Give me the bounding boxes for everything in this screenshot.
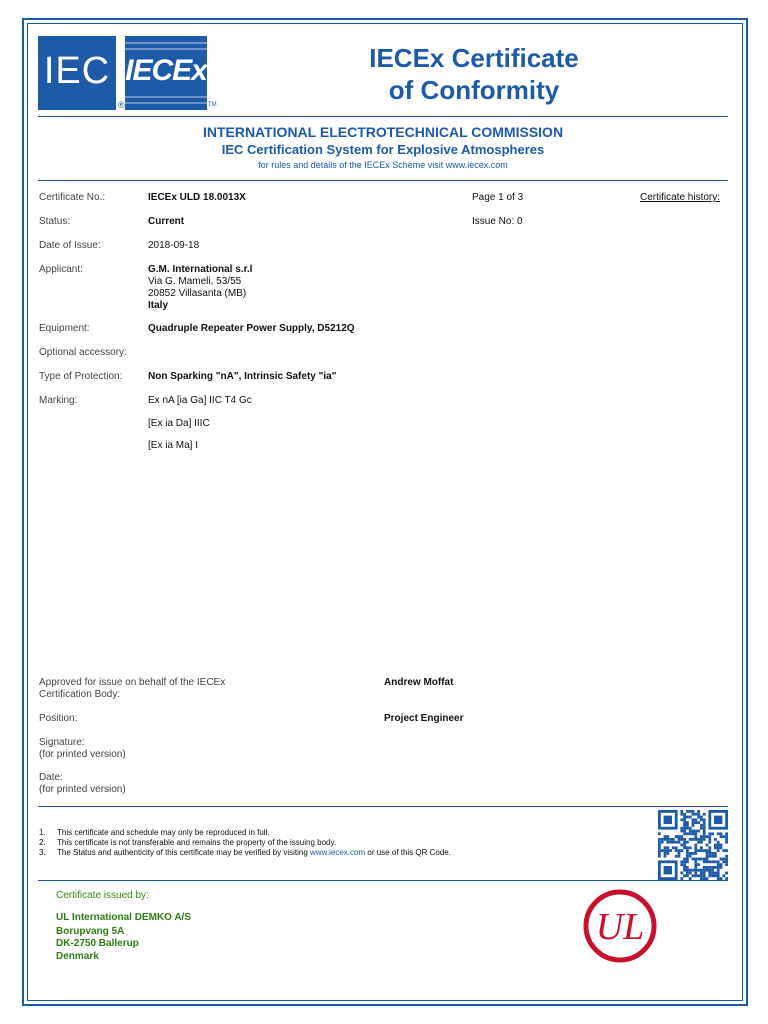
qr-code-icon[interactable] <box>658 810 728 880</box>
page-indicator: Page 1 of 3 <box>472 192 524 203</box>
certificate-no-value: IECEx ULD 18.0013X <box>148 192 246 203</box>
title-line-2: of Conformity <box>388 75 560 105</box>
date-label-2: (for printed version) <box>39 784 126 795</box>
status-value: Current <box>148 216 185 227</box>
issuer-label: Certificate issued by: <box>56 890 149 901</box>
optional-accessory-label: Optional accessory: <box>39 347 127 358</box>
equipment-value: Quadruple Repeater Power Supply, D5212Q <box>148 323 355 334</box>
issuer-address-1: Borupvang 5A <box>56 926 125 937</box>
position-label: Position: <box>39 713 78 724</box>
status-label: Status: <box>39 216 71 227</box>
trademark-mark: TM <box>208 102 217 108</box>
fields-divider-top <box>38 180 728 181</box>
note-item: 2. This certificate is not transferable and remains the property of the issuing body. <box>39 838 337 847</box>
certificate-no-label: Certificate No.: <box>39 192 106 203</box>
position-value: Project Engineer <box>384 713 464 724</box>
approved-label-1: Approved for issue on behalf of the IECEx <box>39 677 226 688</box>
rules-line <box>38 160 728 170</box>
system-heading: IEC Certification System for Explosive Atmospheres <box>221 142 545 157</box>
certificate-history-link[interactable]: Certificate history: <box>640 192 721 203</box>
issuer-divider <box>38 880 728 881</box>
issuer-name: UL International DEMKO A/S <box>56 912 192 923</box>
registered-mark: ® <box>118 100 125 110</box>
issuer-country: Denmark <box>56 951 99 962</box>
signature-label-1: Signature: <box>39 737 85 748</box>
approved-by: Andrew Moffat <box>384 677 454 688</box>
approved-label-2: Certification Body: <box>39 689 121 700</box>
ul-logo-text: UL <box>595 906 645 948</box>
date-of-issue-label: Date of Issue: <box>39 240 101 251</box>
notes-divider <box>38 806 728 807</box>
marking-1: Ex nA [ia Ga] IIC T4 Gc <box>148 395 252 406</box>
iec-logo <box>38 36 116 110</box>
note-item: 1. This certificate and schedule may only be reproduced in full. <box>39 828 270 837</box>
issue-no: Issue No: 0 <box>472 216 523 227</box>
iecex-logo-text: IECEx <box>125 54 207 87</box>
applicant-address-2: 20852 Villasanta (MB) <box>148 288 247 299</box>
ul-logo-icon <box>582 888 658 964</box>
protection-label: Type of Protection: <box>39 371 123 382</box>
equipment-label: Equipment: <box>39 323 90 334</box>
commission-heading: INTERNATIONAL ELECTROTECHNICAL COMMISSION <box>202 124 564 140</box>
iec-logo-text: IEC <box>43 50 111 92</box>
protection-value: Non Sparking "nA", Intrinsic Safety "ia" <box>148 371 337 382</box>
iecex-link[interactable]: www.iecex.com <box>445 160 508 170</box>
marking-3: [Ex ia Ma] I <box>148 440 199 451</box>
applicant-name: G.M. International s.r.l <box>148 264 253 275</box>
marking-label: Marking: <box>39 395 78 406</box>
applicant-label: Applicant: <box>39 264 83 275</box>
note-item: 3. The Status and authenticity of this certificate may be verified by visiting www.iecex.com or use of this QR Code. <box>39 848 451 857</box>
notes-list <box>39 828 451 858</box>
issuer-address-2: DK-2750 Ballerup <box>56 938 139 949</box>
applicant-address-1: Via G. Mameli, 53/55 <box>148 276 242 287</box>
date-of-issue-value: 2018-09-18 <box>148 240 200 251</box>
iecex-logo <box>125 36 207 110</box>
header-divider <box>38 116 728 117</box>
title-line-1: IECEx Certificate <box>369 43 579 73</box>
date-label-1: Date: <box>39 772 63 783</box>
signature-label-2: (for printed version) <box>39 749 126 760</box>
iecex-verify-link[interactable]: www.iecex.com <box>310 848 366 857</box>
marking-2: [Ex ia Da] IIIC <box>148 418 210 429</box>
rules-prefix: for rules and details of the IECEx Scheme visit <box>258 160 446 170</box>
applicant-country: Italy <box>148 300 169 311</box>
certificate-title <box>300 42 648 106</box>
